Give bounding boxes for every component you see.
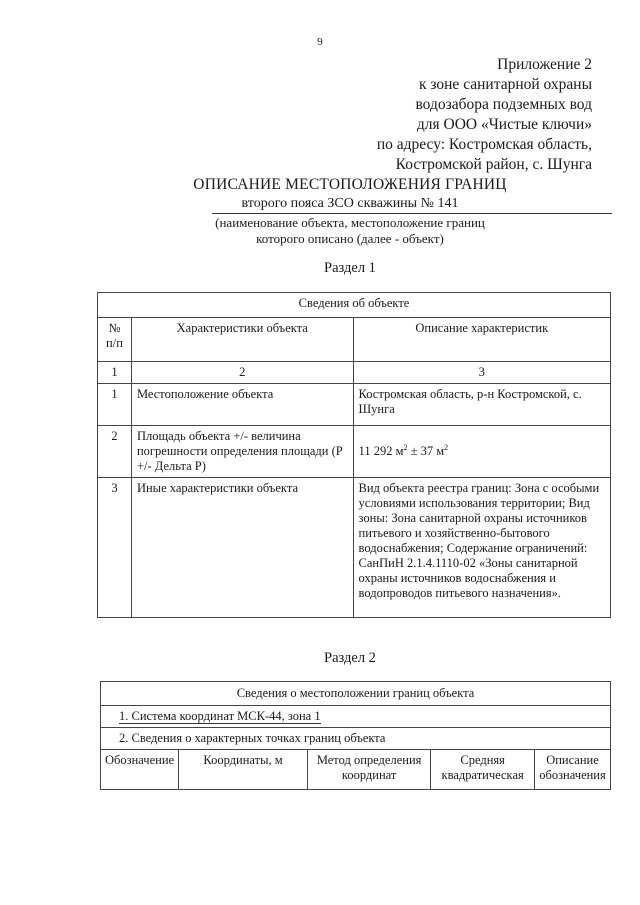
table-row	[98, 384, 611, 426]
row-num: 1	[98, 384, 132, 426]
row-num: 2	[98, 426, 132, 478]
row-characteristic: Местоположение объекта	[131, 384, 353, 426]
header-description: Описание характеристик	[353, 318, 610, 362]
appendix-line: Приложение 2	[497, 56, 592, 73]
appendix-line: по адресу: Костромская область,	[376, 136, 592, 153]
coord-system-text: 1. Система координат МСК-44, зона 1	[119, 709, 321, 723]
coord-system-row	[101, 706, 611, 728]
column-header: Средняя квадратическая	[431, 750, 535, 790]
coord-system	[101, 706, 611, 728]
index-cell: 1	[98, 362, 132, 384]
object-info-table	[97, 292, 611, 618]
subtitle-note	[0, 215, 640, 247]
section-1-title: Раздел 1	[324, 260, 376, 276]
index-cell: 2	[131, 362, 353, 384]
table-title-row	[98, 293, 611, 318]
document-title: ОПИСАНИЕ МЕСТОПОЛОЖЕНИЯ ГРАНИЦ	[193, 176, 507, 193]
appendix-line: для ООО «Чистые ключи»	[416, 116, 592, 133]
row-characteristic: Иные характеристики объекта	[131, 478, 353, 618]
document-subtitle: второго пояса ЗСО скважины № 141	[241, 196, 459, 211]
header-characteristic: Характеристики объекта	[131, 318, 353, 362]
row-description: Костромская область, р-н Костромской, с. Шунга	[353, 384, 610, 426]
table-index-row	[98, 362, 611, 384]
header-num: № п/п	[98, 318, 132, 362]
appendix-line: Костромской район, с. Шунга	[395, 156, 592, 173]
row-description: Вид объекта реестра границ: Зона с особыми условиями использования территории; Вид зоны: Зона санитарной охраны источников питьевого и хозяйственно-бытового водоснабжения; Содержание ограничений: СанПиН 2.1.4.1110-02 «Зоны санитарной охраны источников водоснабжения и водопроводов питьевого назначения».	[353, 478, 610, 618]
area-error-exponent: 2	[444, 442, 449, 452]
note-line: (наименование объекта, местоположение границ	[215, 215, 485, 230]
note-line: которого описано (далее - объект)	[256, 231, 444, 246]
column-header: Описание обозначения	[535, 750, 611, 790]
boundary-table	[100, 681, 611, 790]
column-header: Метод определения координат	[307, 750, 430, 790]
row-num: 3	[98, 478, 132, 618]
appendix-line: к зоне санитарной охраны	[418, 76, 592, 93]
appendix-line: водозабора подземных вод	[415, 96, 592, 113]
page-number: 9	[317, 36, 323, 48]
subtitle-underline	[212, 213, 612, 214]
table-row	[98, 426, 611, 478]
row-characteristic: Площадь объекта +/- величина погрешности определения площади (Р +/- Дельта Р)	[131, 426, 353, 478]
area-error: ± 37 м	[407, 444, 445, 458]
appendix-block	[377, 55, 592, 175]
columns-header-row	[101, 750, 611, 790]
area-exponent: 2	[403, 442, 408, 452]
area-value: 11 292 м	[358, 444, 404, 458]
table-header-row	[98, 318, 611, 362]
column-header: Координаты, м	[179, 750, 308, 790]
table-title-row	[101, 682, 611, 706]
points-title-row	[101, 728, 611, 750]
points-title: 2. Сведения о характерных точках границ объекта	[101, 728, 611, 750]
row-description	[353, 426, 610, 478]
table-title: Сведения о местоположении границ объекта	[101, 682, 611, 706]
table-row	[98, 478, 611, 618]
index-cell: 3	[353, 362, 610, 384]
column-header: Обозначение	[101, 750, 179, 790]
section-2-title: Раздел 2	[324, 650, 376, 666]
table-title: Сведения об объекте	[98, 293, 611, 318]
